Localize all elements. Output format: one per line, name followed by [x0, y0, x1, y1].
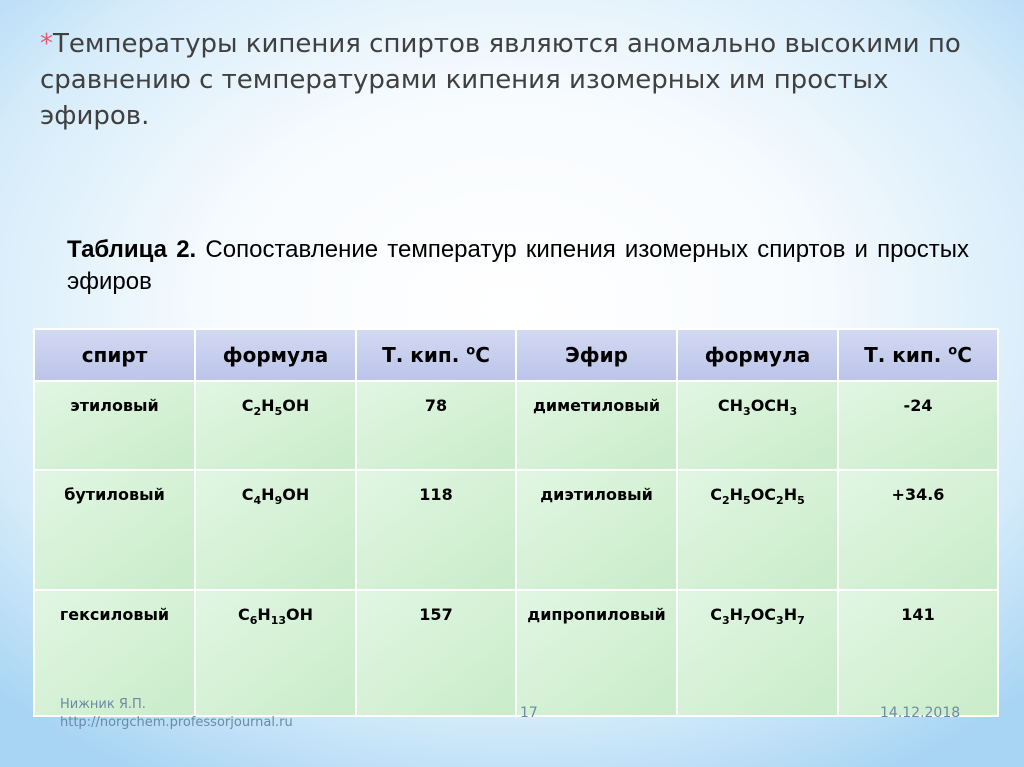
table-row: [34, 381, 998, 470]
ether-bp: +34.6: [838, 470, 998, 590]
ether-name: дипропиловый: [516, 590, 677, 716]
alcohol-name: бутиловый: [34, 470, 195, 590]
boiling-points-table: [33, 328, 999, 717]
alcohol-bp: 157: [356, 590, 516, 716]
table-header-row: [34, 329, 998, 381]
footer-author: Нижник Я.П.: [60, 697, 146, 712]
ether-name: диэтиловый: [516, 470, 677, 590]
footer-author-block: [60, 696, 293, 732]
ether-name: диметиловый: [516, 381, 677, 470]
alcohol-bp: 118: [356, 470, 516, 590]
table-caption: [67, 234, 969, 298]
alcohol-name: этиловый: [34, 381, 195, 470]
alcohol-formula: $C_2H_5OH$: [195, 381, 356, 470]
header-ether-bp: Т. кип. $^о$С: [838, 329, 998, 381]
alcohol-name: гексиловый: [34, 590, 195, 716]
page-number: 17: [520, 705, 538, 721]
bullet-asterisk: *: [40, 29, 53, 59]
alcohol-formula: $C_4H_9OH$: [195, 470, 356, 590]
table-caption-text: Сопоставление температур кипения изомерных спиртов и простых эфиров: [67, 236, 970, 295]
table-row: [34, 470, 998, 590]
header-alcohol-bp: Т. кип. $^о$С: [356, 329, 516, 381]
alcohol-bp: 78: [356, 381, 516, 470]
ether-formula: $C_3H_7OC_3H_7$: [677, 590, 838, 716]
header-alcohol-formula: формула: [195, 329, 356, 381]
ether-formula: $CH_3OCH_3$: [677, 381, 838, 470]
ether-formula: $C_2H_5OC_2H_5$: [677, 470, 838, 590]
slide-title: [40, 26, 990, 134]
ether-bp: -24: [838, 381, 998, 470]
table-caption-label: Таблица 2.: [67, 236, 197, 263]
header-ether: Эфир: [516, 329, 677, 381]
header-ether-formula: формула: [677, 329, 838, 381]
alcohol-formula: $C_6H_{13}OH$: [195, 590, 356, 716]
slide-title-text: Температуры кипения спиртов являются аномально высокими по сравнению с температурами кипения изомерных им простых эфиров.: [40, 29, 961, 131]
ether-bp: 141: [838, 590, 998, 716]
header-alcohol: спирт: [34, 329, 195, 381]
footer-url: http://norgchem.professorjournal.ru: [60, 715, 293, 730]
footer-date: 14.12.2018: [880, 705, 961, 721]
